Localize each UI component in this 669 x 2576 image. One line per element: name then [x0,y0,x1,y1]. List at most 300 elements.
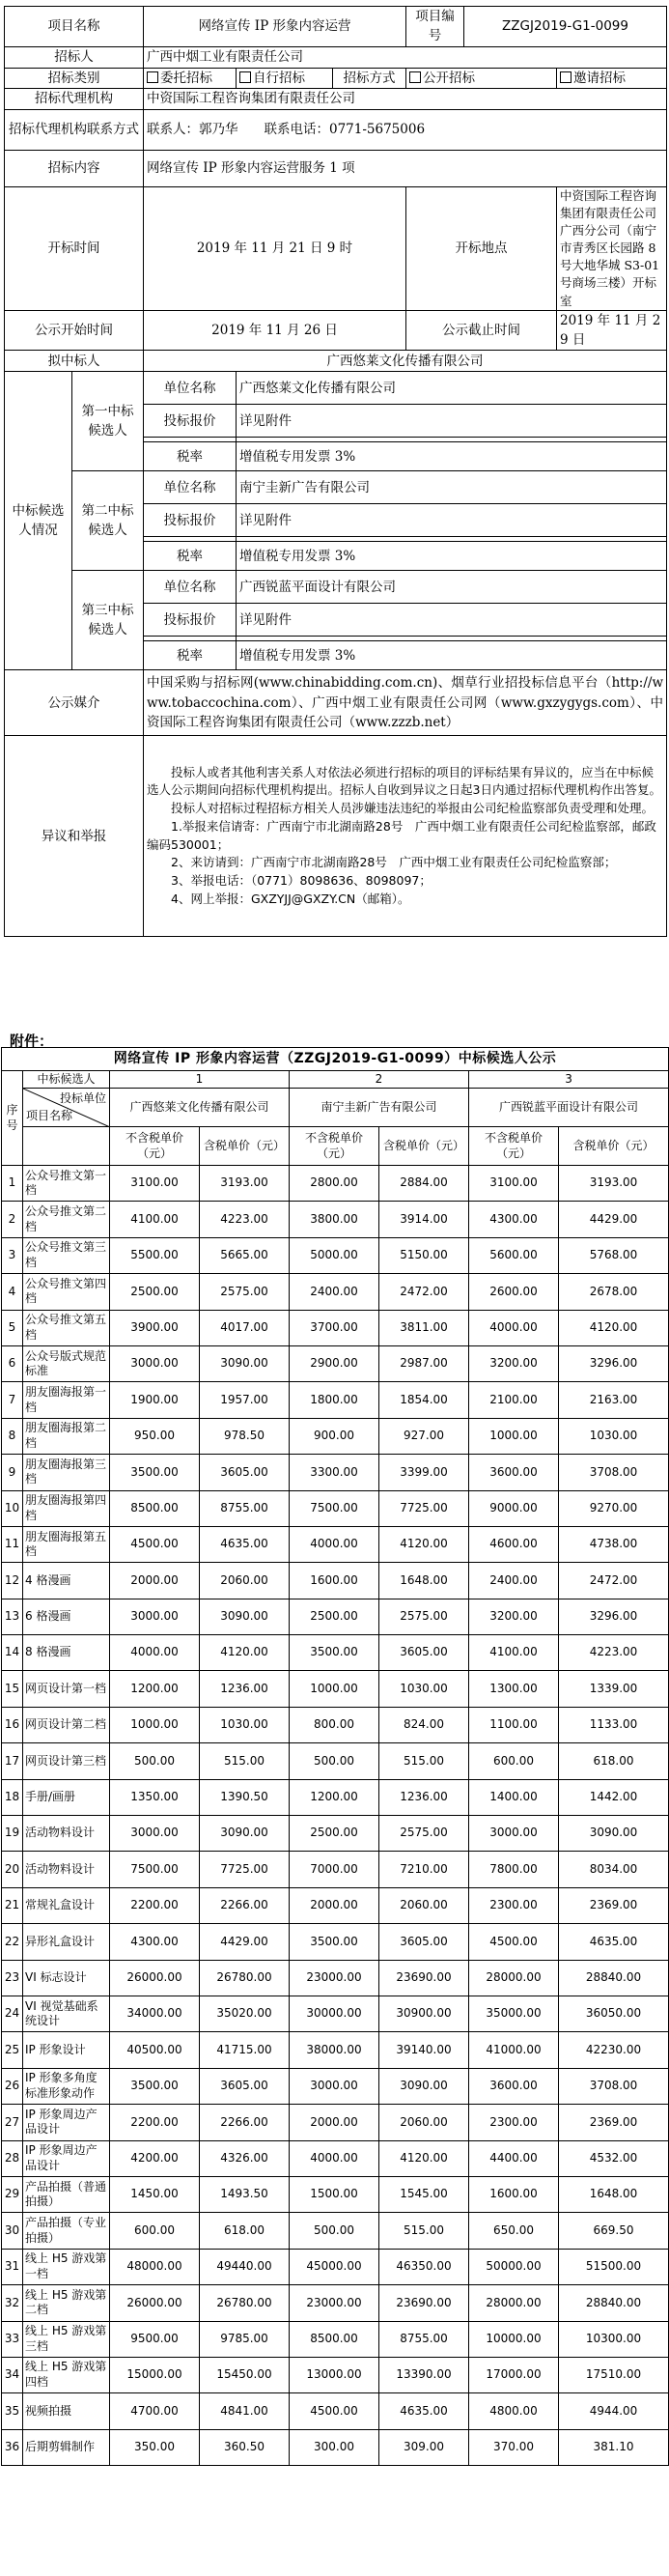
item-name: IP 形象周边产品设计 [23,2140,110,2176]
price-ex-tax: 1450.00 [110,2176,200,2212]
objection-paragraph: 4、网上举报：GXZYJJ@GXZY.CN（邮箱）。 [171,891,410,906]
price-ex-tax: 4000.00 [290,2140,379,2176]
price-in-tax: 3605.00 [200,1455,290,1490]
item-name: 朋友圈海报第三档 [23,1455,110,1490]
agency-contact-label: 招标代理机构联系方式 [5,109,144,150]
open-place: 中资国际工程咨询集团有限责任公司广西分公司（南宁市青秀区长园路 8 号大地华城 S3-01 号商场三楼）开标室 [557,186,667,310]
price-in-tax: 26780.00 [200,2285,290,2321]
annex-header-row-4 [2,1127,669,1166]
price-ex-tax: 7000.00 [290,1852,379,1887]
price-in-tax: 2163.00 [559,1382,669,1418]
price-in-tax: 4532.00 [559,2140,669,2176]
price-ex-tax: 4400.00 [469,2140,559,2176]
price-in-tax: 30900.00 [379,1996,469,2031]
category-option-self [237,68,333,88]
price-ex-tax: 10000.00 [469,2321,559,2357]
row-no: 9 [2,1455,23,1490]
price-in-tax: 9785.00 [200,2321,290,2357]
table-row [2,2321,669,2357]
objection-paragraph: 投标人或者其他利害关系人对依法必须进行招标的项目的评标结果有异议的，应当在中标候选人公示期间向招标代理机构提出。招标人自收到异议之日起3日内通过招标代理机构作出答复。 [147,764,661,798]
bidder-name: 广西锐蓝平面设计有限公司 [469,1089,669,1127]
price-in-tax: 3090.00 [379,2068,469,2104]
price-in-tax: 1030.00 [200,1707,290,1742]
agency-contact: 联系人：郭乃华 联系电话：0771-5675006 [144,109,667,150]
price-ex-tax: 1500.00 [290,2176,379,2212]
objection-text [144,736,667,937]
price-in-tax: 1648.00 [379,1563,469,1599]
price-in-tax: 2472.00 [559,1563,669,1599]
row-no: 2 [2,1202,23,1237]
price-ex-tax: 2000.00 [110,1563,200,1599]
price-ex-tax: 1200.00 [290,1779,379,1815]
price-in-tax: 5665.00 [200,1237,290,1273]
price-in-tax: 2575.00 [379,1816,469,1852]
price-in-tax: 1442.00 [559,1779,669,1815]
row-category [5,68,667,88]
table-row [2,1960,669,1996]
price-ex-tax: 5500.00 [110,1237,200,1273]
price-ex-tax: 1000.00 [469,1418,559,1454]
row-no: 15 [2,1671,23,1707]
checkbox-icon [560,71,571,83]
candidate-price: 详见附件 [237,604,667,637]
tenderer-label: 招标人 [5,46,144,68]
table-row [2,2429,669,2465]
price-in-tax: 9270.00 [559,1490,669,1526]
table-row [2,2393,669,2429]
price-in-tax: 17510.00 [559,2357,669,2392]
table-row [2,1166,669,1202]
notice-end-label: 公示截止时间 [406,310,557,351]
unit-label: 单位名称 [144,571,237,604]
price-in-tax: 515.00 [379,1743,469,1779]
candidate-rank: 第三中标候选人 [72,571,144,670]
item-name: 线上 H5 游戏第一档 [23,2249,110,2284]
price-ex-tax: 2500.00 [290,1816,379,1852]
price-label: 投标报价 [144,504,237,537]
price-ex-tax: 26000.00 [110,2285,200,2321]
row-media [5,670,667,736]
table-row [2,1635,669,1671]
price-in-tax: 381.10 [559,2429,669,2465]
row-no: 13 [2,1599,23,1634]
price-in-tax: 8034.00 [559,1852,669,1887]
price-in-tax: 51500.00 [559,2249,669,2284]
price-in-tax: 3296.00 [559,1345,669,1381]
price-in-tax: 13390.00 [379,2357,469,2392]
price-in-tax: 23690.00 [379,2285,469,2321]
price-ex-tax: 2800.00 [290,1166,379,1202]
price-in-tax: 309.00 [379,2429,469,2465]
row-no: 10 [2,1490,23,1526]
price-ex-tax: 30000.00 [290,1996,379,2031]
checkbox-icon [409,71,421,83]
price-in-tax: 2987.00 [379,1345,469,1381]
row-objection [5,736,667,937]
price-ex-tax: 3200.00 [469,1345,559,1381]
row-no: 1 [2,1166,23,1202]
price-in-tax: 1030.00 [559,1418,669,1454]
table-row [2,1202,669,1237]
row-no: 8 [2,1418,23,1454]
price-in-tax: 28840.00 [559,1960,669,1996]
price-in-tax: 5150.00 [379,1237,469,1273]
candidate-no: 1 [110,1071,290,1089]
price-ex-tax: 17000.00 [469,2357,559,2392]
table-row [2,2140,669,2176]
row-no: 28 [2,2140,23,2176]
price-in-tax: 2472.00 [379,1274,469,1310]
price-ex-tax: 5600.00 [469,1237,559,1273]
row-no: 35 [2,2393,23,2429]
price-in-tax: 3605.00 [379,1924,469,1960]
item-name: 朋友圈海报第五档 [23,1526,110,1562]
row-no: 23 [2,1960,23,1996]
table-row [2,2249,669,2284]
col-in-tax: 含税单价（元） [559,1127,669,1166]
row-no: 19 [2,1816,23,1852]
price-ex-tax: 2400.00 [469,1563,559,1599]
table-row [2,1490,669,1526]
price-ex-tax: 1900.00 [110,1382,200,1418]
candidate-unit: 广西悠莱文化传播有限公司 [237,372,667,405]
candidate-unit: 广西锐蓝平面设计有限公司 [237,571,667,604]
checkbox-icon [147,71,158,83]
price-in-tax: 3708.00 [559,2068,669,2104]
price-in-tax: 2678.00 [559,1274,669,1310]
candidate-tax: 增值税专用发票 3% [237,542,667,571]
item-name: 公众号推文第三档 [23,1237,110,1273]
price-ex-tax: 2100.00 [469,1382,559,1418]
price-label: 投标报价 [144,604,237,637]
candidate-price: 详见附件 [237,405,667,438]
table-row [2,1310,669,1345]
price-ex-tax: 9500.00 [110,2321,200,2357]
price-ex-tax: 4000.00 [290,1526,379,1562]
header-seq: 序号 [2,1071,23,1166]
header-diagonal-cell [23,1089,110,1127]
price-ex-tax: 4000.00 [469,1310,559,1345]
col-ex-tax: 不含税单价（元） [469,1127,559,1166]
table-row [2,2105,669,2140]
price-ex-tax: 13000.00 [290,2357,379,2392]
price-ex-tax: 2600.00 [469,1274,559,1310]
price-in-tax: 35020.00 [200,1996,290,2031]
row-winner [5,351,667,372]
price-ex-tax: 2000.00 [290,1887,379,1923]
price-ex-tax: 4200.00 [110,2140,200,2176]
unit-label: 单位名称 [144,372,237,405]
bidder-name: 广西悠莱文化传播有限公司 [110,1089,290,1127]
price-ex-tax: 2200.00 [110,2105,200,2140]
open-place-label: 开标地点 [406,186,557,310]
row-no: 24 [2,1996,23,2031]
notice-end: 2019 年 11 月 29 日 [557,310,667,351]
project-name-label: 项目名称 [5,7,144,47]
price-in-tax: 1957.00 [200,1382,290,1418]
candidate-no: 2 [290,1071,469,1089]
price-ex-tax: 28000.00 [469,2285,559,2321]
row-no: 3 [2,1237,23,1273]
price-in-tax: 3090.00 [200,1816,290,1852]
price-ex-tax: 650.00 [469,2213,559,2249]
item-name: 8 格漫画 [23,1635,110,1671]
price-ex-tax: 3500.00 [290,1635,379,1671]
header-candidate: 中标候选人 [23,1071,110,1089]
annex-price-table [1,1047,669,2466]
header-empty [23,1127,110,1166]
price-in-tax: 4944.00 [559,2393,669,2429]
price-ex-tax: 350.00 [110,2429,200,2465]
row-no: 18 [2,1779,23,1815]
col-ex-tax: 不含税单价（元） [110,1127,200,1166]
price-ex-tax: 1350.00 [110,1779,200,1815]
row-no: 25 [2,2032,23,2068]
checkbox-icon [239,71,251,83]
price-ex-tax: 3100.00 [469,1166,559,1202]
price-ex-tax: 3500.00 [110,2068,200,2104]
price-label: 投标报价 [144,405,237,438]
price-in-tax: 4429.00 [559,1202,669,1237]
item-name: 网页设计第三档 [23,1743,110,1779]
price-in-tax: 669.50 [559,2213,669,2249]
price-in-tax: 515.00 [200,1743,290,1779]
price-ex-tax: 4700.00 [110,2393,200,2429]
annex-header-row-2 [2,1089,669,1108]
category-option-label: 委托招标 [160,70,212,86]
table-row [2,1779,669,1815]
price-ex-tax: 28000.00 [469,1960,559,1996]
announcement-table [4,6,667,937]
price-ex-tax: 45000.00 [290,2249,379,2284]
category-option-label: 自行招标 [253,70,305,86]
price-in-tax: 515.00 [379,2213,469,2249]
price-in-tax: 7210.00 [379,1852,469,1887]
price-in-tax: 2060.00 [200,1563,290,1599]
price-in-tax: 5768.00 [559,1237,669,1273]
item-name: 公众号推文第二档 [23,1202,110,1237]
price-in-tax: 1236.00 [200,1671,290,1707]
notice-start-label: 公示开始时间 [5,310,144,351]
notice-start: 2019 年 11 月 26 日 [144,310,406,351]
price-ex-tax: 8500.00 [290,2321,379,2357]
objection-label: 异议和举报 [5,736,144,937]
price-ex-tax: 26000.00 [110,1960,200,1996]
tenderer: 广西中烟工业有限责任公司 [144,46,667,68]
price-in-tax: 3811.00 [379,1310,469,1345]
item-name: 手册/画册 [23,1779,110,1815]
table-row [2,1816,669,1852]
price-in-tax: 3605.00 [379,1635,469,1671]
table-row [2,1924,669,1960]
candidate-tax: 增值税专用发票 3% [237,442,667,471]
price-ex-tax: 7500.00 [290,1490,379,1526]
price-in-tax: 1236.00 [379,1779,469,1815]
price-ex-tax: 2500.00 [290,1599,379,1634]
row-no: 21 [2,1887,23,1923]
price-ex-tax: 4500.00 [290,2393,379,2429]
row-no: 4 [2,1274,23,1310]
price-in-tax: 3090.00 [200,1599,290,1634]
price-ex-tax: 800.00 [290,1707,379,1742]
price-in-tax: 4120.00 [379,1526,469,1562]
row-content [5,150,667,186]
price-ex-tax: 7800.00 [469,1852,559,1887]
price-in-tax: 3296.00 [559,1599,669,1634]
price-in-tax: 2266.00 [200,1887,290,1923]
table-row [2,1526,669,1562]
price-ex-tax: 41000.00 [469,2032,559,2068]
item-name: 线上 H5 游戏第二档 [23,2285,110,2321]
table-row [2,1887,669,1923]
project-name: 网络宣传 IP 形象内容运营 [144,7,406,47]
price-in-tax: 46350.00 [379,2249,469,2284]
price-ex-tax: 3000.00 [469,1816,559,1852]
price-in-tax: 3193.00 [200,1166,290,1202]
price-in-tax: 4120.00 [200,1635,290,1671]
price-ex-tax: 35000.00 [469,1996,559,2031]
row-candidate-3-unit [5,571,667,604]
objection-paragraph: 1.举报来信请寄：广西南宁市北湖南路28号 广西中烟工业有限责任公司纪检监察部，邮政编码530001； [147,818,656,852]
annex-label: 附件： [10,1033,54,1050]
price-ex-tax: 3000.00 [110,1345,200,1381]
item-name: 公众号推文第四档 [23,1274,110,1310]
price-ex-tax: 3000.00 [290,2068,379,2104]
price-ex-tax: 38000.00 [290,2032,379,2068]
price-in-tax: 39140.00 [379,2032,469,2068]
item-name: VI 标志设计 [23,1960,110,1996]
price-in-tax: 824.00 [379,1707,469,1742]
price-in-tax: 360.50 [200,2429,290,2465]
row-no: 11 [2,1526,23,1562]
item-name: IP 形象周边产品设计 [23,2105,110,2140]
row-no: 29 [2,2176,23,2212]
row-no: 31 [2,2249,23,2284]
price-in-tax: 3090.00 [200,1345,290,1381]
project-no: ZZGJ2019-G1-0099 [464,7,667,47]
price-in-tax: 1030.00 [379,1671,469,1707]
price-ex-tax: 300.00 [290,2429,379,2465]
row-project-name [5,7,667,47]
item-name: 朋友圈海报第四档 [23,1490,110,1526]
price-ex-tax: 4300.00 [110,1924,200,1960]
table-row [2,1671,669,1707]
row-no: 26 [2,2068,23,2104]
tax-label: 税率 [144,442,237,471]
item-name: 异形礼盒设计 [23,1924,110,1960]
item-name: 线上 H5 游戏第四档 [23,2357,110,2392]
item-name: IP 形象多角度标准形象动作 [23,2068,110,2104]
price-in-tax: 23690.00 [379,1960,469,1996]
candidate-price: 详见附件 [237,504,667,537]
media-label: 公示媒介 [5,670,144,736]
price-ex-tax: 23000.00 [290,1960,379,1996]
objection-paragraph: 3、举报电话：（0771）8098636、8098097； [171,873,432,889]
price-in-tax: 49440.00 [200,2249,290,2284]
table-row [2,1274,669,1310]
price-ex-tax: 1100.00 [469,1707,559,1742]
tax-label: 税率 [144,542,237,571]
price-in-tax: 1493.50 [200,2176,290,2212]
item-name: VI 视觉基础系统设计 [23,1996,110,2031]
table-row [2,1382,669,1418]
price-ex-tax: 15000.00 [110,2357,200,2392]
table-row [2,1707,669,1742]
row-candidate-1-unit [5,372,667,405]
row-no: 20 [2,1852,23,1887]
item-name: 产品拍摄（普通拍摄） [23,2176,110,2212]
price-ex-tax: 3200.00 [469,1599,559,1634]
candidate-no: 3 [469,1071,669,1089]
price-ex-tax: 2400.00 [290,1274,379,1310]
price-in-tax: 3193.00 [559,1166,669,1202]
price-ex-tax: 3700.00 [290,1310,379,1345]
price-in-tax: 28840.00 [559,2285,669,2321]
header-bidder: 投标单位 [59,1091,106,1105]
method-option-open [406,68,557,88]
row-candidate-2-unit [5,471,667,504]
price-ex-tax: 3300.00 [290,1455,379,1490]
price-in-tax: 3399.00 [379,1455,469,1490]
price-in-tax: 1390.50 [200,1779,290,1815]
price-in-tax: 4635.00 [559,1924,669,1960]
price-in-tax: 4738.00 [559,1526,669,1562]
table-row [2,1996,669,2031]
table-row [2,1563,669,1599]
price-in-tax: 618.00 [200,2213,290,2249]
candidate-tax: 增值税专用发票 3% [237,641,667,670]
price-ex-tax: 4600.00 [469,1526,559,1562]
price-ex-tax: 3600.00 [469,2068,559,2104]
price-in-tax: 8755.00 [200,1490,290,1526]
table-row [2,1418,669,1454]
price-in-tax: 8755.00 [379,2321,469,2357]
header-item: 项目名称 [26,1109,73,1123]
price-in-tax: 41715.00 [200,2032,290,2068]
price-in-tax: 10300.00 [559,2321,669,2357]
table-row [2,1743,669,1779]
candidate-rank: 第一中标候选人 [72,372,144,471]
price-ex-tax: 600.00 [110,2213,200,2249]
price-ex-tax: 1600.00 [469,2176,559,2212]
price-ex-tax: 4300.00 [469,1202,559,1237]
category-option-entrusted [144,68,237,88]
method-option-invite [557,68,667,88]
price-in-tax: 4017.00 [200,1310,290,1345]
row-no: 34 [2,2357,23,2392]
price-ex-tax: 370.00 [469,2429,559,2465]
method-option-label: 公开招标 [423,70,475,86]
row-open [5,186,667,310]
price-in-tax: 1133.00 [559,1707,669,1742]
item-name: 网页设计第二档 [23,1707,110,1742]
price-ex-tax: 3600.00 [469,1455,559,1490]
item-name: 公众号版式规范标准 [23,1345,110,1381]
item-name: IP 形象设计 [23,2032,110,2068]
price-ex-tax: 3900.00 [110,1310,200,1345]
method-option-label: 邀请招标 [573,70,626,86]
price-ex-tax: 900.00 [290,1418,379,1454]
col-in-tax: 含税单价（元） [200,1127,290,1166]
price-ex-tax: 48000.00 [110,2249,200,2284]
price-in-tax: 26780.00 [200,1960,290,1996]
media-text: 中国采购与招标网(www.chinabidding.com.cn)、烟草行业招投标信息平台（http://www.tobaccochina.com）、广西中烟工业有限责任公司网（www.gxzygygs.com）、中资国际工程咨询集团有限责任公司（www.zzzb.net） [144,670,667,736]
open-time-label: 开标时间 [5,186,144,310]
price-ex-tax: 500.00 [110,1743,200,1779]
price-ex-tax: 1000.00 [110,1707,200,1742]
row-no: 12 [2,1563,23,1599]
price-in-tax: 7725.00 [200,1852,290,1887]
